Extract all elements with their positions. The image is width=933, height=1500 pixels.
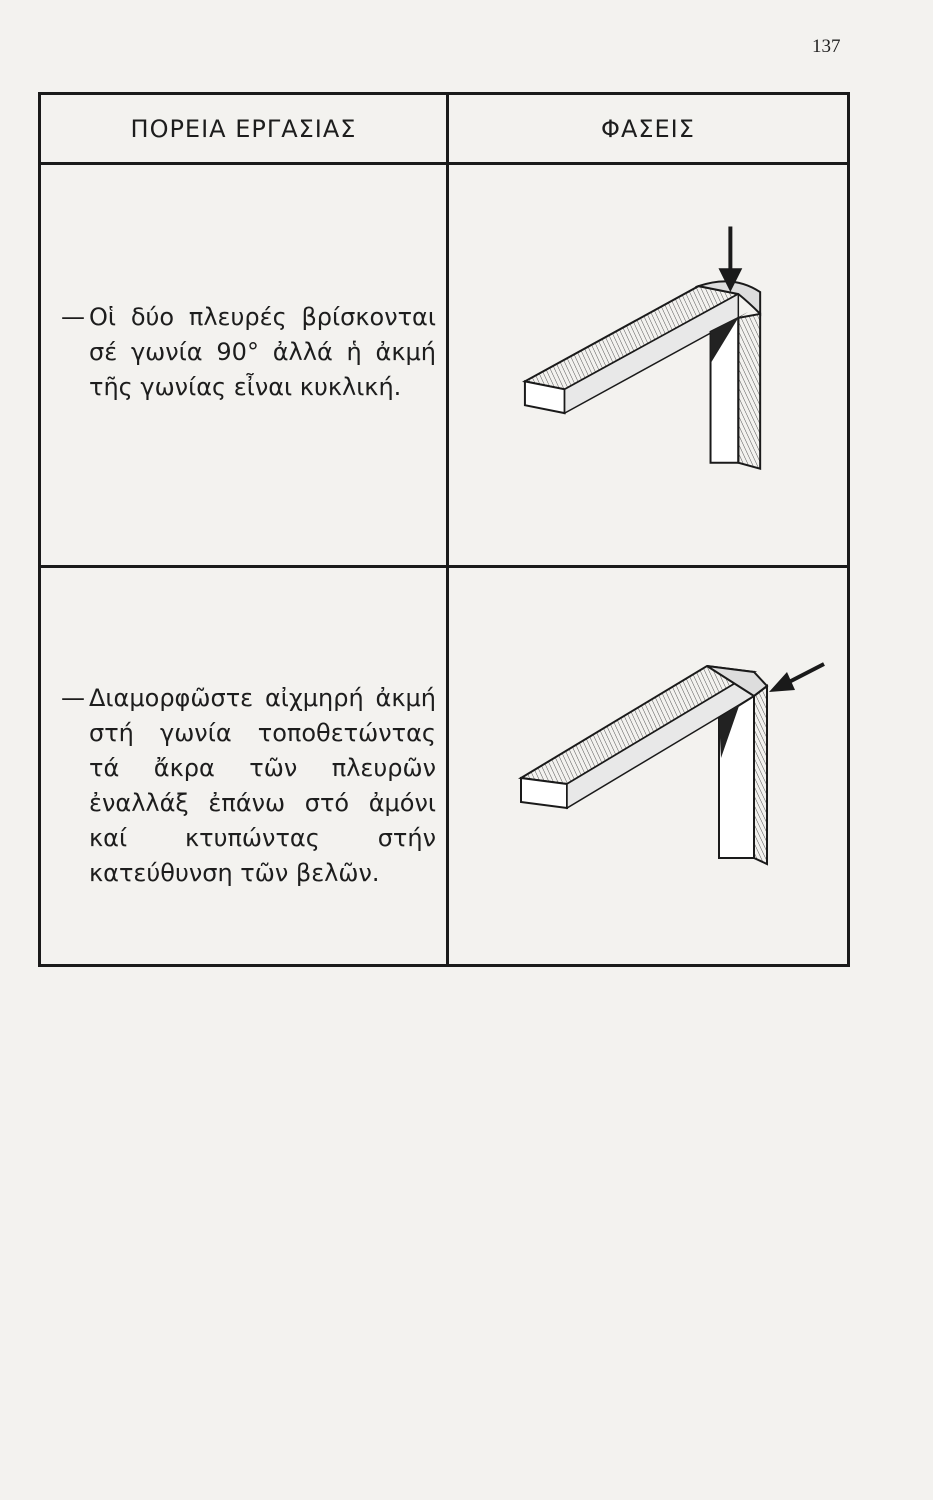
header-phases: ΦΑΣΕΙΣ xyxy=(601,114,695,143)
procedure-cell xyxy=(41,568,449,964)
page-number: 137 xyxy=(812,36,841,57)
step-description: Διαμορφῶστε αἰχμηρή ἀκμή στή γωνία τοποθετώντας τά ἄκρα τῶν πλευρῶν ἐναλλάξ ἐπάνω στό ἀμόνι καί κτυπώντας στήν κατεύθυνση τῶν βελῶν. xyxy=(89,684,436,887)
header-work-procedure: ΠΟΡΕΙΑ ΕΡΓΑΣΙΑΣ xyxy=(41,95,449,162)
bent-bar-sharp-corner-icon xyxy=(449,568,847,964)
bent-bar-rounded-corner-icon xyxy=(449,165,847,565)
procedure-cell xyxy=(41,165,449,565)
table-row xyxy=(41,568,847,964)
phase-figure-cell xyxy=(449,165,847,565)
step-description: Οἱ δύο πλευρές βρίσκονται σέ γωνία 90° ἀλλά ἡ ἀκμή τῆς γωνίας εἶναι κυκλική. xyxy=(89,303,436,401)
step-dash: — xyxy=(61,303,85,331)
phase-figure-cell xyxy=(449,568,847,964)
table-row xyxy=(41,165,847,568)
table-header-row xyxy=(41,95,847,165)
procedure-step-text xyxy=(61,681,436,891)
step-dash: — xyxy=(61,684,85,712)
work-procedure-table xyxy=(38,92,850,967)
procedure-step-text xyxy=(61,300,436,405)
